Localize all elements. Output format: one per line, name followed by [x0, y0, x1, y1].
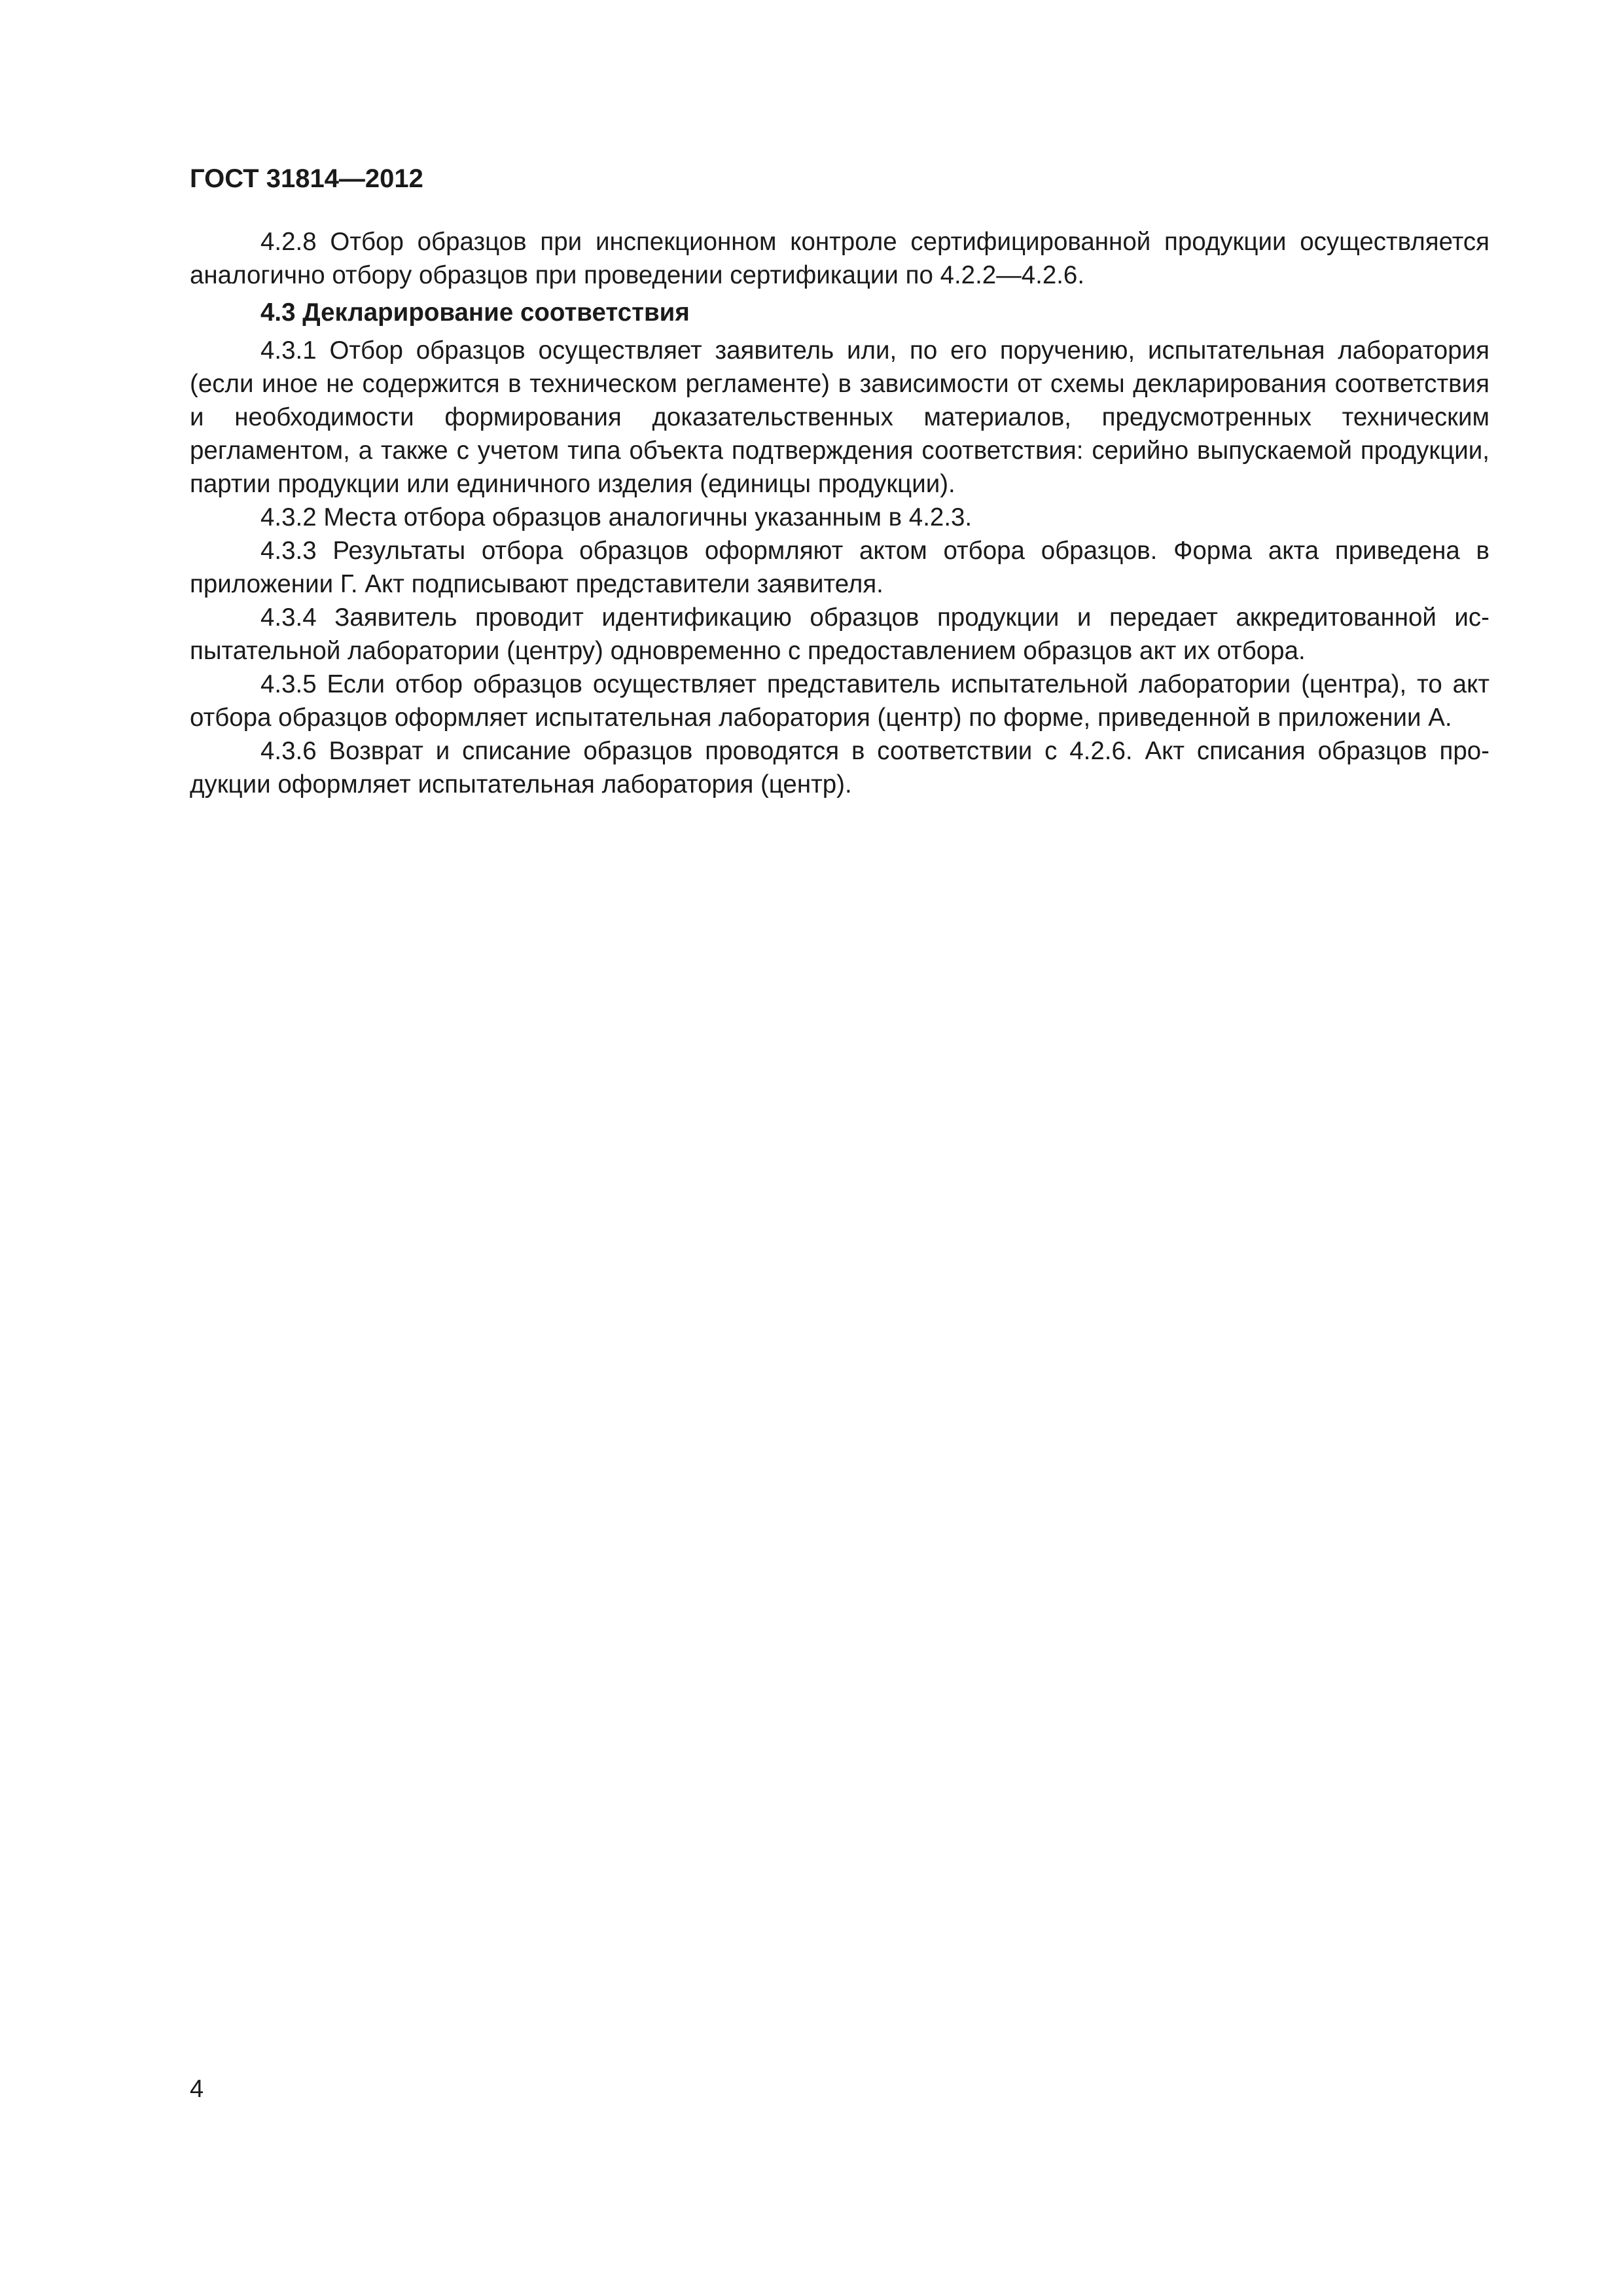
paragraph-4-3-4: 4.3.4 Заявитель проводит идентификацию образцов продукции и передает аккредитованной испытательной лаборатории (центру) одновременно с предоставлением образцов акт их отбора.: [190, 603, 1489, 665]
paragraph-4-3-3: 4.3.3 Результаты отбора образцов оформляют актом отбора образцов. Форма акта приведена в приложении Г. Акт подписывают представители заявителя.: [190, 537, 1489, 598]
paragraph-4-3-1: 4.3.1 Отбор образцов осуществляет заявитель или, по его поручению, испытательная лаборатория (если иное не содержится в техническом регламенте) в зависимости от схемы декларирования соответствия и необходимости формирования доказательственных материалов, предусмотренных техническим регламентом, а также с учетом типа объекта подтверждения соответствия: серийно выпускаемой продукции, партии продукции или единичного изделия (единицы продукции).: [190, 336, 1489, 498]
page-number: 4: [190, 2075, 204, 2103]
paragraph-4-3-2: 4.3.2 Места отбора образцов аналогичны указанным в 4.2.3.: [260, 503, 972, 531]
paragraph-4-3-6: 4.3.6 Возврат и списание образцов проводятся в соответствии с 4.2.6. Акт списания образцов продукции оформляет испытательная лаборатория (центр).: [190, 737, 1489, 798]
document-body: [190, 225, 1489, 801]
section-heading-4-3: 4.3 Декларирование соответствия: [260, 298, 690, 327]
paragraph-4-3-5: 4.3.5 Если отбор образцов осуществляет представитель испытательной лаборатории (центра), то акт отбора образцов оформляет испытательная лаборатория (центр) по форме, приведенной в приложении А.: [190, 670, 1489, 732]
document-id-header: ГОСТ 31814—2012: [190, 164, 423, 193]
paragraph-4-2-8: 4.2.8 Отбор образцов при инспекционном контроле сертифицированной продукции осуществляется аналогично отбору образцов при проведении сертификации по 4.2.2—4.2.6.: [190, 228, 1489, 289]
